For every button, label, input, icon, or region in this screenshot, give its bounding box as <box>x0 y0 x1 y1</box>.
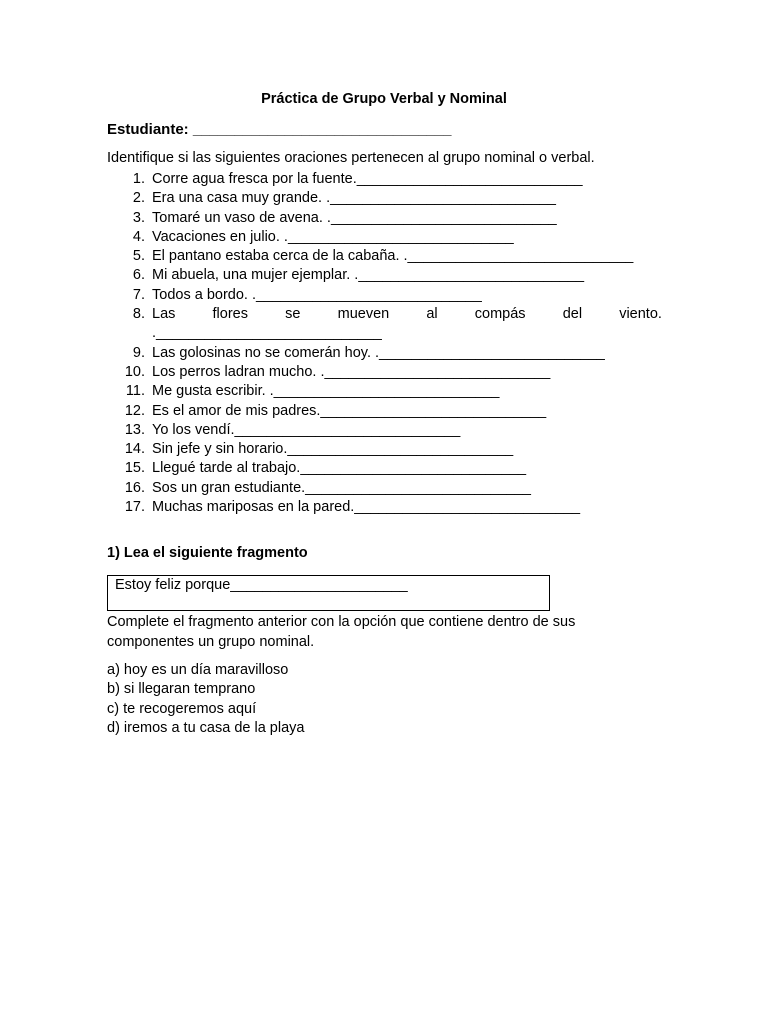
item-number: 4. <box>132 228 145 245</box>
item-text: Sin jefe y sin horario.____________________________ <box>152 441 514 458</box>
item-text: Me gusta escribir. .____________________________ <box>152 383 500 400</box>
list-item <box>107 305 662 324</box>
answer-option-a: a) hoy es un día maravilloso <box>107 662 289 678</box>
answer-option-b: b) si llegaran temprano <box>107 681 256 698</box>
item-number: 6. <box>132 267 145 284</box>
answer-options <box>107 661 304 738</box>
item-number: 12. <box>124 402 145 419</box>
item-number: 1. <box>132 171 145 187</box>
item-word: viento. <box>619 306 662 323</box>
list-item <box>107 209 662 228</box>
item-text: Vacaciones en julio. .____________________________ <box>152 228 514 245</box>
list-item <box>107 382 662 401</box>
item-word: Las <box>152 306 176 323</box>
student-name-line: Estudiante: _______________________________ <box>107 121 452 138</box>
item-text: Muchas mariposas en la pared.____________________________ <box>152 499 581 516</box>
list-item <box>107 266 662 285</box>
list-item <box>107 402 662 421</box>
item-text: El pantano estaba cerca de la cabaña. .____________________________ <box>152 248 634 265</box>
list-item-continuation <box>107 324 662 343</box>
item-text: Sos un gran estudiante.____________________________ <box>152 479 531 496</box>
list-item <box>107 247 662 266</box>
item-word: mueven <box>337 306 390 323</box>
item-text: Yo los vendí.____________________________ <box>152 421 461 438</box>
item-word: se <box>285 306 301 323</box>
item-number: 10. <box>124 363 145 380</box>
item-text: Mi abuela, una mujer ejemplar. .____________________________ <box>152 267 585 284</box>
list-item <box>107 228 662 247</box>
item-text-justified <box>152 305 662 324</box>
item-number: 13. <box>124 421 145 438</box>
item-number: 17. <box>124 499 145 516</box>
answer-option-c: c) te recogeremos aquí <box>107 700 257 717</box>
list-item <box>107 479 662 498</box>
item-text: Llegué tarde al trabajo.____________________________ <box>152 460 527 477</box>
instruction-text: Identifique si las siguientes oraciones pertenecen al grupo nominal o verbal. <box>107 150 595 166</box>
item-text: Todos a bordo. .____________________________ <box>152 286 482 303</box>
item-number: 15. <box>124 460 145 477</box>
item-number: 2. <box>132 190 145 207</box>
item-word: flores <box>212 306 248 323</box>
list-item <box>107 440 662 459</box>
fragment-box: Estoy feliz porque______________________ <box>107 575 550 611</box>
answer-option-d: d) iremos a tu casa de la playa <box>107 719 305 736</box>
question-instruction: Complete el fragmento anterior con la opción que contiene dentro de sus componentes un grupo nominal. <box>107 614 576 650</box>
item-text: .____________________________ <box>152 325 382 342</box>
list-item <box>107 363 662 382</box>
list-item <box>107 421 662 440</box>
item-word: compás <box>474 306 526 323</box>
page-title: Práctica de Grupo Verbal y Nominal <box>261 91 507 107</box>
section-heading: 1) Lea el siguiente fragmento <box>107 545 308 561</box>
item-word: al <box>426 306 438 323</box>
list-item <box>107 459 662 478</box>
list-item <box>107 170 662 189</box>
item-word: del <box>562 306 583 323</box>
item-text: Es el amor de mis padres.____________________________ <box>152 402 547 419</box>
item-number: 16. <box>124 479 145 496</box>
list-item <box>107 498 662 517</box>
item-text: Corre agua fresca por la fuente.____________________________ <box>152 171 583 187</box>
item-text: Los perros ladran mucho. .____________________________ <box>152 363 551 380</box>
item-number: 3. <box>132 209 145 226</box>
item-number: 9. <box>132 344 145 361</box>
item-number: 14. <box>124 441 145 458</box>
list-item <box>107 189 662 208</box>
list-item <box>107 286 662 305</box>
sentence-list <box>107 170 662 517</box>
item-number: 7. <box>132 286 145 303</box>
item-text: Era una casa muy grande. .____________________________ <box>152 190 556 207</box>
item-number: 8. <box>132 306 145 323</box>
item-text: Tomaré un vaso de avena. .____________________________ <box>152 209 557 226</box>
list-item <box>107 344 662 363</box>
item-text: Las golosinas no se comerán hoy. .____________________________ <box>152 344 605 361</box>
item-number-spacer <box>107 324 152 343</box>
item-number: 5. <box>132 248 145 265</box>
item-number: 11. <box>125 383 145 400</box>
